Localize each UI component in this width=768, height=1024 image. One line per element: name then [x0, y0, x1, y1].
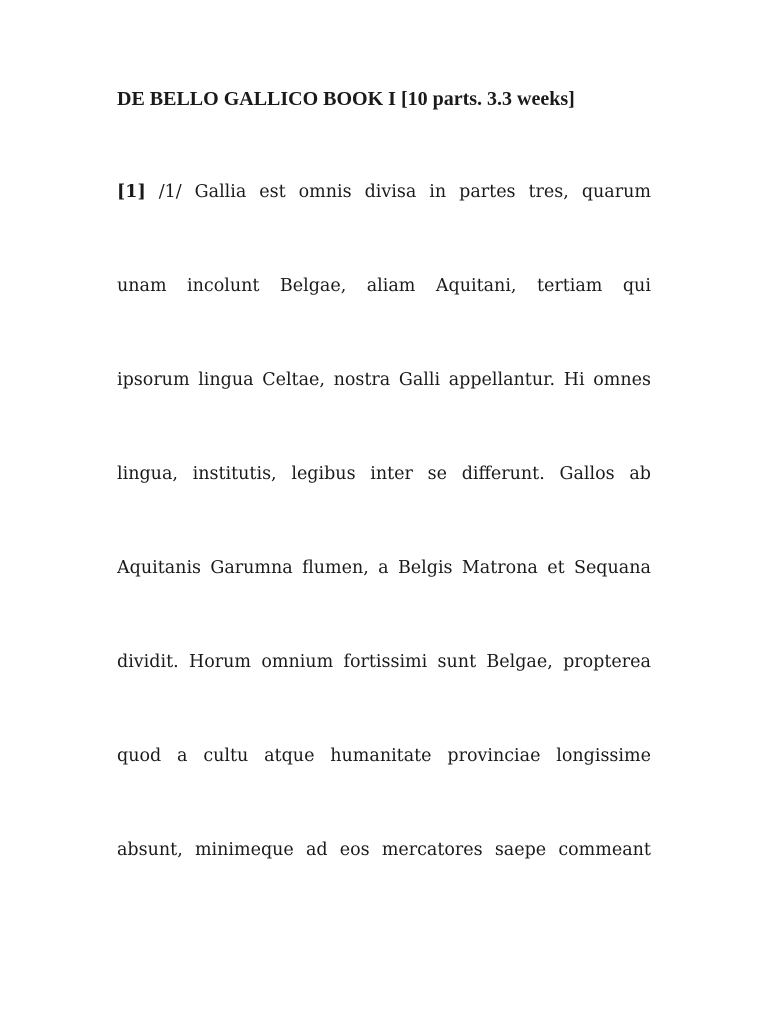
- word: dividit.: [117, 652, 179, 672]
- word: differunt.: [461, 464, 545, 484]
- text-line: [117, 554, 651, 582]
- text-line: [117, 648, 651, 676]
- word: nostra: [333, 370, 391, 390]
- word: minimeque: [194, 840, 294, 860]
- word: institutis,: [192, 464, 277, 484]
- word: Gallos: [559, 464, 615, 484]
- word: ab: [629, 464, 651, 484]
- word: propterea: [563, 652, 651, 672]
- word: cultu: [203, 746, 249, 766]
- word: omnis: [298, 182, 352, 202]
- word: incolunt: [187, 276, 260, 296]
- word: Garumna: [210, 558, 293, 578]
- word: a: [177, 746, 188, 766]
- section-marker: [1]: [117, 182, 146, 202]
- word: a: [378, 558, 389, 578]
- word: est: [259, 182, 286, 202]
- word: omnium: [261, 652, 334, 672]
- text-line: [117, 742, 651, 770]
- text-line: [117, 836, 651, 864]
- word: Aquitanis: [117, 558, 202, 578]
- word: quarum: [581, 182, 651, 202]
- text-line: [117, 460, 651, 488]
- word: partes: [459, 182, 516, 202]
- word: legibus: [291, 464, 356, 484]
- word: quod: [117, 746, 162, 766]
- word: se: [427, 464, 447, 484]
- word: Hi: [563, 370, 585, 390]
- word: Celtae,: [262, 370, 325, 390]
- document-title: DE BELLO GALLICO BOOK I [10 parts. 3.3 weeks]: [117, 88, 575, 110]
- word: Belgae,: [279, 276, 347, 296]
- word: humanitate: [330, 746, 432, 766]
- word: Belgae,: [486, 652, 553, 672]
- word: atque: [264, 746, 315, 766]
- word: et: [547, 558, 565, 578]
- word: in: [429, 182, 447, 202]
- word: ad: [305, 840, 328, 860]
- word: saepe: [494, 840, 547, 860]
- word: unam: [117, 276, 167, 296]
- word: Matrona: [461, 558, 538, 578]
- word: /1/: [158, 182, 182, 202]
- word: absunt,: [117, 840, 183, 860]
- word: appellantur.: [448, 370, 556, 390]
- text-line: [117, 178, 651, 206]
- word: fortissimi: [343, 652, 428, 672]
- word: qui: [622, 276, 651, 296]
- word: Belgis: [397, 558, 453, 578]
- word: sunt: [437, 652, 477, 672]
- text-line: [117, 272, 651, 300]
- word: divisa: [364, 182, 417, 202]
- word: Gallia: [194, 182, 247, 202]
- word: Sequana: [573, 558, 651, 578]
- text-line: [117, 366, 651, 394]
- word: omnes: [593, 370, 651, 390]
- word: longissime: [556, 746, 651, 766]
- word: lingua,: [117, 464, 178, 484]
- word: tertiam: [536, 276, 603, 296]
- word: flumen,: [302, 558, 369, 578]
- word: mercatores: [381, 840, 483, 860]
- word: Aquitani,: [435, 276, 517, 296]
- word: ipsorum: [117, 370, 190, 390]
- word: inter: [370, 464, 413, 484]
- word: Horum: [188, 652, 252, 672]
- word: Galli: [398, 370, 441, 390]
- word: tres,: [528, 182, 569, 202]
- word: aliam: [366, 276, 416, 296]
- word: commeant: [558, 840, 651, 860]
- word: eos: [339, 840, 370, 860]
- word: provinciae: [447, 746, 541, 766]
- word: lingua: [198, 370, 254, 390]
